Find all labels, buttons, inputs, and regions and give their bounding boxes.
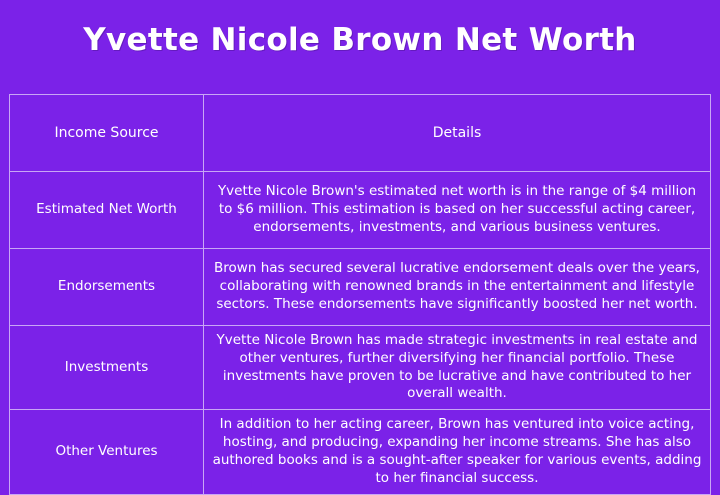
row-details-other-ventures: In addition to her acting career, Brown has ventured into voice acting, hosting, and producing, expanding her income streams. She has also authored books and is a sought-after speaker for various events, adding to her financial success. xyxy=(204,410,711,494)
row-label-endorsements: Endorsements xyxy=(10,249,204,326)
table-row xyxy=(10,249,711,326)
row-label-investments: Investments xyxy=(10,326,204,410)
row-details-endorsements: Brown has secured several lucrative endorsement deals over the years, collaborating with renowned brands in the entertainment and lifestyle sectors. These endorsements have significantly boosted her net worth. xyxy=(204,249,711,326)
table-row xyxy=(10,172,711,249)
table-row xyxy=(10,410,711,494)
table-header-row xyxy=(10,95,711,172)
row-details-estimated-net-worth: Yvette Nicole Brown's estimated net worth is in the range of $4 million to $6 million. This estimation is based on her successful acting career, endorsements, investments, and various business ventures. xyxy=(204,172,711,249)
column-header-income-source: Income Source xyxy=(10,95,204,172)
column-header-details: Details xyxy=(204,95,711,172)
row-label-estimated-net-worth: Estimated Net Worth xyxy=(10,172,204,249)
row-label-other-ventures: Other Ventures xyxy=(10,410,204,494)
table-row xyxy=(10,326,711,410)
row-details-investments: Yvette Nicole Brown has made strategic investments in real estate and other ventures, further diversifying her financial portfolio. These investments have proven to be lucrative and have contributed to her overall wealth. xyxy=(204,326,711,410)
net-worth-table xyxy=(9,94,711,495)
net-worth-table-container xyxy=(9,94,711,495)
page-title: Yvette Nicole Brown Net Worth xyxy=(83,22,637,58)
